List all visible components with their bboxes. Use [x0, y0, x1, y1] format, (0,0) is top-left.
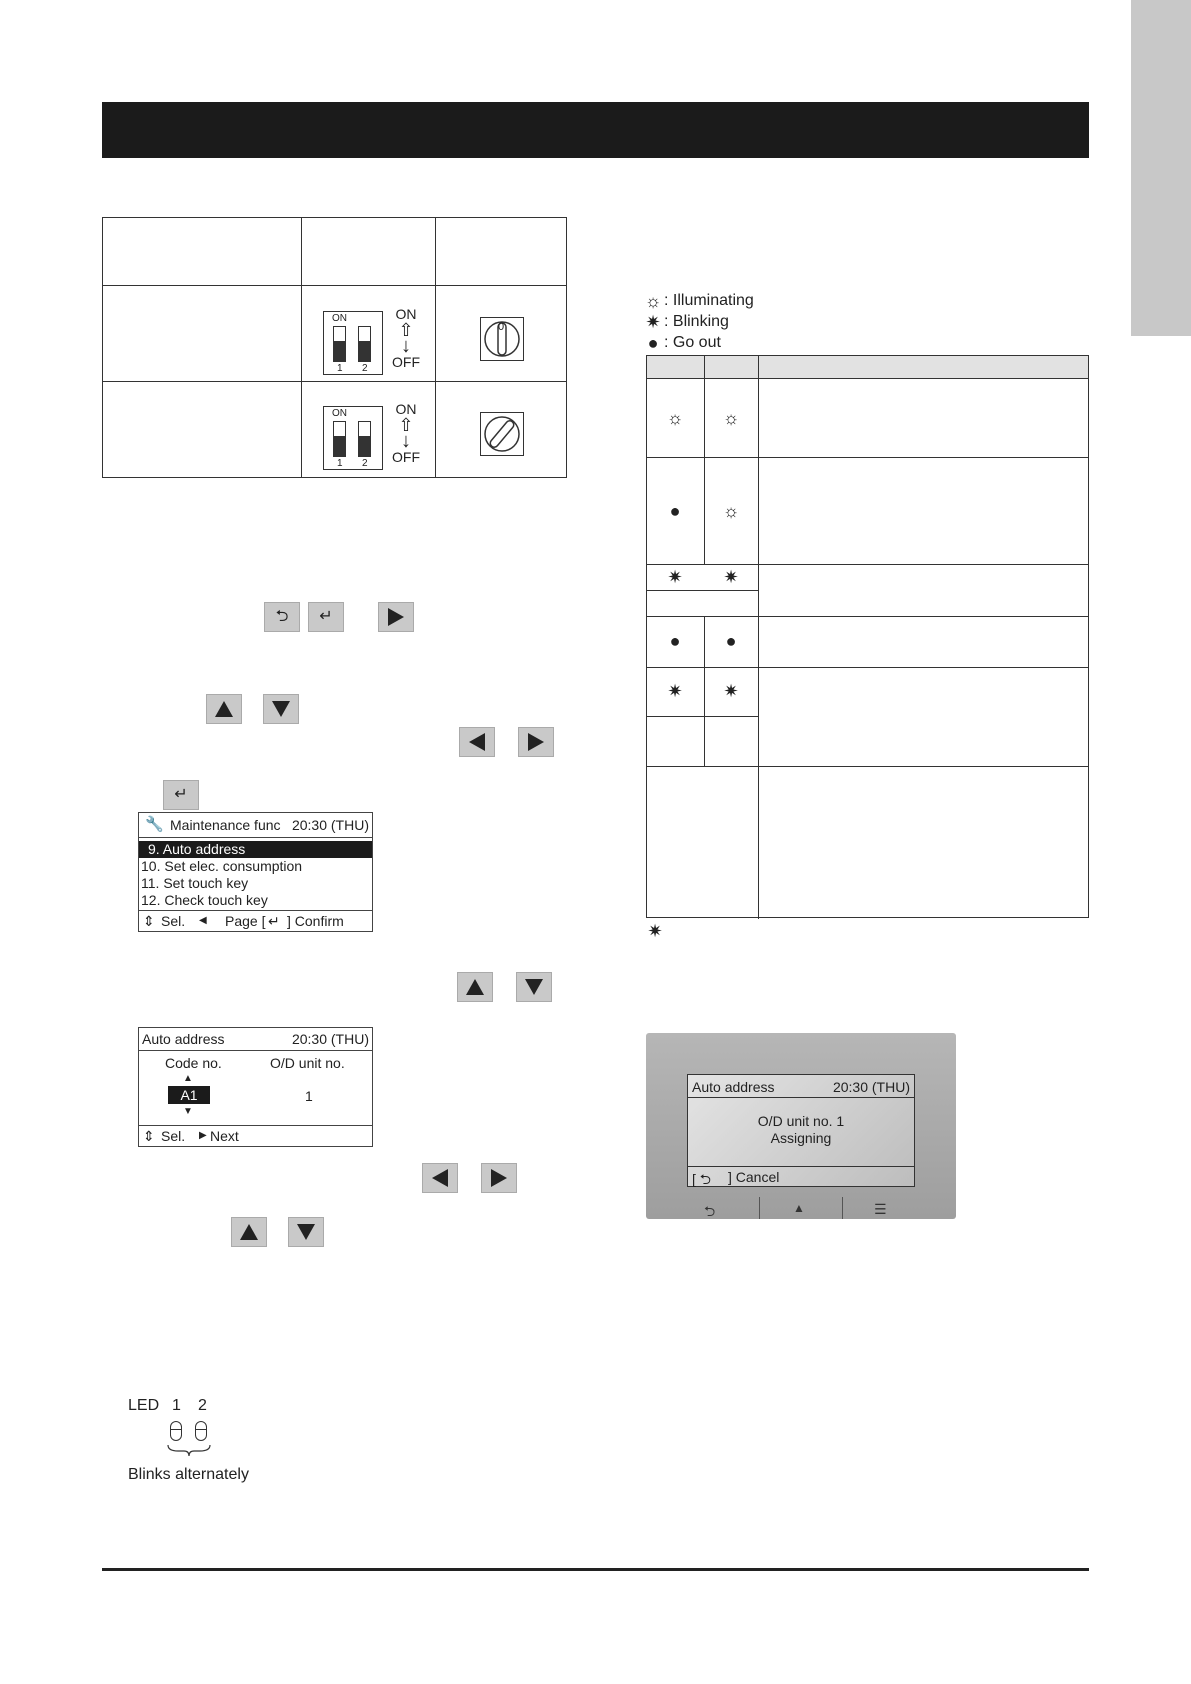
menu-item-selected[interactable]: 9. Auto address — [139, 841, 372, 858]
blinking-icon: ✷ — [667, 681, 683, 701]
led-status-table — [646, 355, 1089, 918]
enter-icon: ↵ — [268, 913, 280, 929]
off-label: OFF — [392, 354, 420, 370]
dip-on-label: ON — [332, 313, 347, 324]
on-label: ON — [395, 401, 417, 417]
device-cancel: ] Cancel — [728, 1169, 780, 1185]
screen-title: Maintenance func — [170, 817, 281, 833]
brace-icon — [166, 1443, 212, 1457]
switch-table — [102, 217, 567, 478]
footer-rule — [102, 1568, 1089, 1571]
illuminating-icon: ☼ — [722, 408, 740, 428]
legend-go-out: : Go out — [664, 334, 721, 351]
down-button[interactable] — [516, 972, 552, 1002]
device-screen — [687, 1074, 915, 1187]
table-header-row — [647, 356, 1088, 378]
back-key-icon[interactable]: ⮌ — [704, 1203, 716, 1219]
od-unit-value: 1 — [305, 1088, 313, 1104]
device-screen-time: 20:30 (THU) — [832, 1079, 910, 1095]
device-screen-title: Auto address — [692, 1079, 775, 1095]
on-off-indicator — [389, 401, 423, 465]
side-tab — [1131, 0, 1191, 336]
menu-key-icon[interactable]: ☰ — [874, 1201, 887, 1217]
menu-item[interactable]: 12. Check touch key — [141, 892, 268, 908]
dip-number-1: 1 — [337, 363, 343, 374]
led-number-2: 2 — [198, 1397, 207, 1414]
up-button[interactable] — [457, 972, 493, 1002]
screen-title: Auto address — [142, 1031, 225, 1047]
updown-icon: ⇕ — [143, 913, 155, 929]
right-button[interactable] — [378, 602, 414, 632]
enter-icon: ↵ — [174, 786, 188, 803]
illuminating-icon: ☼ — [666, 408, 684, 428]
led-label: LED — [128, 1397, 160, 1414]
od-unit-label: O/D unit no. — [270, 1055, 345, 1071]
go-out-icon: ● — [669, 501, 681, 521]
up-outline-arrow-icon: ⇧ — [398, 320, 414, 340]
screen-time: 20:30 (THU) — [291, 817, 369, 833]
rotary-switch — [480, 412, 524, 456]
footer-page: Page [ — [225, 913, 266, 929]
enter-button[interactable] — [308, 602, 344, 632]
blinking-icon: ✷ — [645, 312, 661, 332]
go-out-icon: ● — [725, 631, 737, 651]
dip-switch — [323, 406, 383, 470]
wrench-icon: 🔧 — [145, 816, 164, 833]
legend-illuminating: : Illuminating — [664, 292, 754, 309]
off-label: OFF — [392, 449, 420, 465]
footer-sel: Sel. — [161, 1128, 186, 1144]
footer-sel: Sel. — [161, 913, 186, 929]
menu-item[interactable]: 11. Set touch key — [141, 875, 249, 891]
left-button[interactable] — [459, 727, 495, 757]
up-button[interactable] — [206, 694, 242, 724]
back-icon: ⮌ — [275, 608, 289, 625]
dip-number-1: 1 — [337, 458, 343, 469]
menu-item[interactable]: 10. Set elec. consumption — [141, 858, 303, 874]
down-caret-icon: ▼ — [183, 1106, 193, 1117]
updown-icon: ⇕ — [143, 1128, 155, 1144]
illuminating-icon: ☼ — [644, 291, 662, 311]
screen-time: 20:30 (THU) — [291, 1031, 369, 1047]
footer-next: Next — [210, 1128, 239, 1144]
right-caret-icon: ▶ — [199, 1130, 207, 1141]
led-caption: Blinks alternately — [128, 1466, 249, 1483]
header-bar — [102, 102, 1089, 158]
code-value[interactable]: A1 — [168, 1086, 210, 1104]
led-number-1: 1 — [172, 1397, 181, 1414]
dip-on-label: ON — [332, 408, 347, 419]
up-button[interactable] — [231, 1217, 267, 1247]
left-caret-icon: ◀ — [199, 915, 207, 926]
dip-number-2: 2 — [362, 458, 368, 469]
down-button[interactable] — [288, 1217, 324, 1247]
code-no-label: Code no. — [165, 1055, 222, 1071]
device-line-1: O/D unit no. 1 — [757, 1113, 845, 1129]
blinking-icon: ✷ — [647, 921, 663, 941]
auto-address-screen — [138, 1027, 373, 1147]
led-1-icon — [170, 1421, 182, 1441]
go-out-icon: ● — [647, 333, 659, 353]
left-button[interactable] — [422, 1163, 458, 1193]
dip-number-2: 2 — [362, 363, 368, 374]
down-arrow-icon: ↓ — [401, 430, 411, 452]
device-line-2: Assigning — [770, 1130, 832, 1146]
on-off-indicator — [389, 306, 423, 370]
down-button[interactable] — [263, 694, 299, 724]
on-label: ON — [395, 306, 417, 322]
blinking-icon: ✷ — [723, 567, 739, 587]
led-2-icon — [195, 1421, 207, 1441]
dip-switch — [323, 311, 383, 375]
rotary-zero-label: 0 — [498, 321, 505, 333]
up-outline-arrow-icon: ⇧ — [398, 415, 414, 435]
legend-blinking: : Blinking — [664, 313, 729, 330]
footer-confirm: ] Confirm — [287, 913, 344, 929]
enter-icon: ↵ — [319, 608, 333, 625]
go-out-icon: ● — [669, 631, 681, 651]
blinking-icon: ✷ — [667, 567, 683, 587]
back-button[interactable] — [264, 602, 300, 632]
up-key-icon[interactable]: ▲ — [793, 1201, 805, 1215]
enter-button[interactable] — [163, 780, 199, 810]
remote-controller-photo — [646, 1033, 956, 1219]
maintenance-screen — [138, 812, 373, 932]
illuminating-icon: ☼ — [722, 501, 740, 521]
right-button[interactable] — [518, 727, 554, 757]
rotary-switch — [480, 317, 524, 361]
back-icon: [ ⮌ — [692, 1171, 711, 1187]
blinking-icon: ✷ — [723, 681, 739, 701]
up-caret-icon: ▲ — [183, 1073, 193, 1084]
down-arrow-icon: ↓ — [401, 335, 411, 357]
right-button[interactable] — [481, 1163, 517, 1193]
